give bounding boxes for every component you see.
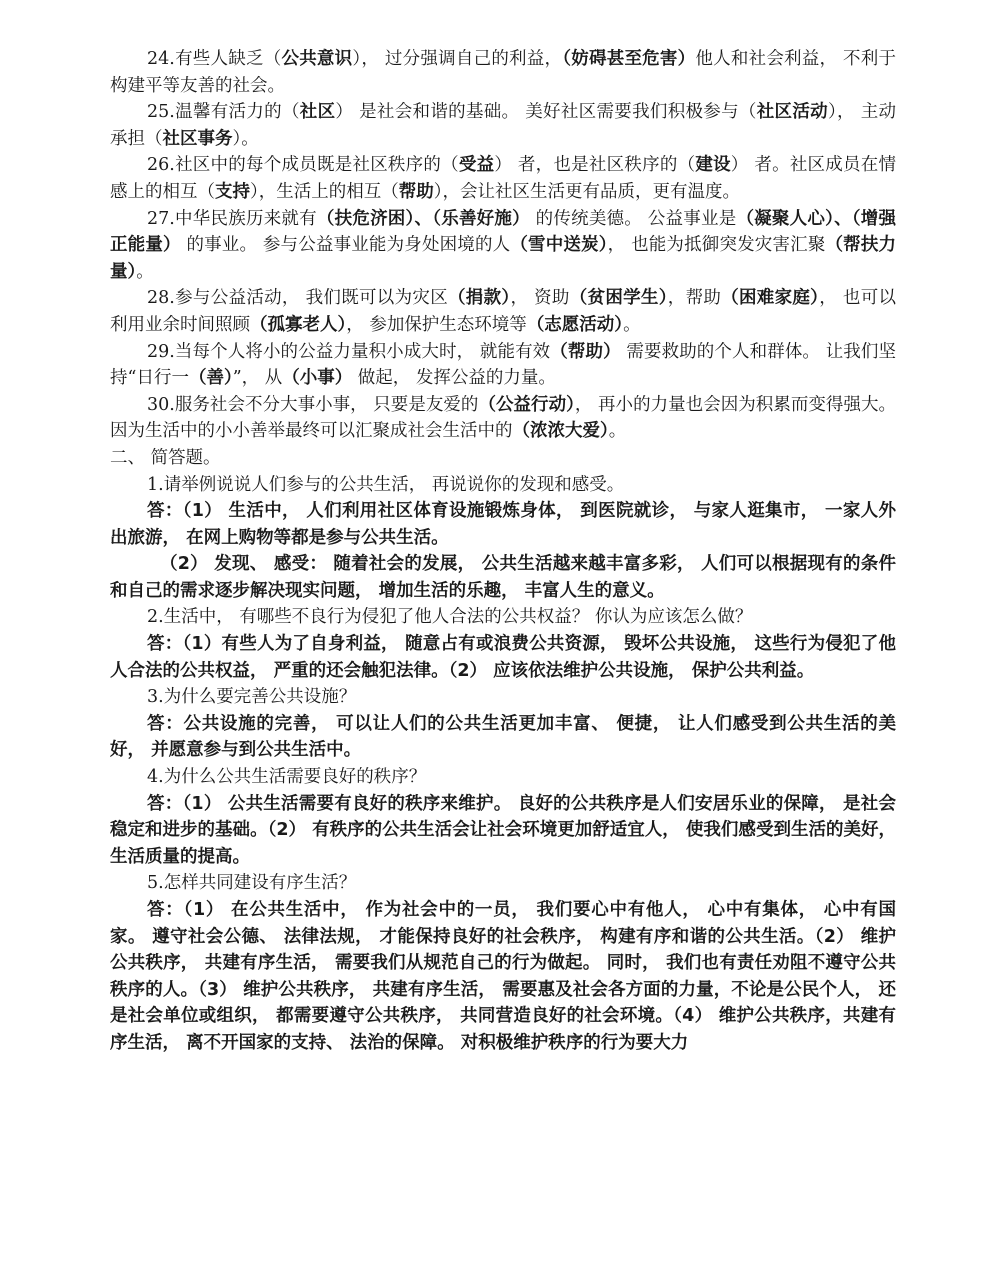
item-27: 27.中华民族历来就有（扶危济困）、（乐善好施） 的传统美德。 公益事业是（凝聚人心）、（增强正能量） 的事业。 参与公益事业能为身处困境的人（雪中送炭）， 也能为抵御突发灾害汇聚（帮扶力量）。 [110,208,897,282]
item-28: 28.参与公益活动， 我们既可以为灾区（捐款）， 资助（贫困学生），帮助（困难家庭）， 也可以利用业余时间照顾（孤寡老人）， 参加保护生态环境等（志愿活动）。 [110,288,897,335]
question-1: 1.请举例说说人们参与的公共生活， 再说说你的发现和感受。 [147,474,625,495]
item-29: 29.当每个人将小的公益力量积小成大时， 就能有效（帮助） 需要救助的个人和群体。 让我们坚持“日行一（善）”， 从（小事） 做起， 发挥公益的力量。 [110,341,897,389]
question-3: 3.为什么要完善公共设施？ [147,687,357,708]
section-heading: 二、 简答题。 [110,447,221,468]
question-2: 2.生活中， 有哪些不良行为侵犯了他人合法的公共权益？ 你认为应该怎么做？ [147,607,753,628]
answer-2: 答：（1）有些人为了自身利益， 随意占有或浪费公共资源， 毁坏公共设施， 这些行为侵犯了他人合法的公共权益， 严重的还会触犯法律。（2） 应该依法维护公共设施， 保护公共利益。 [110,634,896,681]
answer-5: 答：（1） 在公共生活中， 作为社会中的一员， 我们要心中有他人， 心中有集体， 心中有国家。 遵守社会公德、 法律法规， 才能保持良好的社会秩序， 构建有序和谐的公共生活。（2） 维护公共秩序， 共建有序生活， 需要我们从规范自己的行为做起。 同时， 我们也有责任劝阻不遵守公共秩序的人。（3） 维护公共秩序， 共建有序生活， 需要惠及社会各方面的力量，不论是公民个人， 还是社会单位或组织， 都需要遵守公共秩序， 共同营造良好的社会环境。（4） 维护公共秩序，共建有序生活， 离不开国家的支持、 法治的保障。 对积极维护秩序的行为要大力 [110,900,896,1053]
question-4: 4.为什么公共生活需要良好的秩序？ [147,767,427,788]
answer-1-part-1: 答：（1） 生活中， 人们利用社区体育设施锻炼身体， 到医院就诊， 与家人逛集市， 一家人外出旅游， 在网上购物等都是参与公共生活。 [110,501,896,548]
item-24: 24.有些人缺乏（公共意识）， 过分强调自己的利益，（妨碍甚至危害）他人和社会利益， 不利于构建平等友善的社会。 [110,49,897,96]
answer-3: 答：公共设施的完善， 可以让人们的公共生活更加丰富、 便捷， 让人们感受到公共生活的美好， 并愿意参与到公共生活中。 [110,713,896,761]
answer-4: 答：（1） 公共生活需要有良好的秩序来维护。 良好的公共秩序是人们安居乐业的保障， 是社会稳定和进步的基础。（2） 有秩序的公共生活会让社会环境更加舒适宜人， 使我们感受到生活的美好， 生活质量的提高。 [110,793,896,867]
question-5: 5.怎样共同建设有序生活？ [147,873,357,894]
item-30: 30.服务社会不分大事小事， 只要是友爱的（公益行动）， 再小的力量也会因为积累而变得强大。 因为生活中的小小善举最终可以汇聚成社会生活中的（浓浓大爱）。 [110,394,897,442]
item-25: 25.温馨有活力的（社区） 是社会和谐的基础。 美好社区需要我们积极参与（社区活动）， 主动承担（社区事务）。 [110,102,897,149]
item-26: 26.社区中的每个成员既是社区秩序的（受益） 者，也是社区秩序的（建设） 者。社区成员在情感上的相互（支持），生活上的相互（帮助），会让社区生活更有品质，更有温度。 [110,155,897,202]
answer-1-part-2: （2） 发现、 感受： 随着社会的发展， 公共生活越来越丰富多彩， 人们可以根据现有的条件和自己的需求逐步解决现实问题， 增加生活的乐趣， 丰富人生的意义。 [110,554,896,601]
